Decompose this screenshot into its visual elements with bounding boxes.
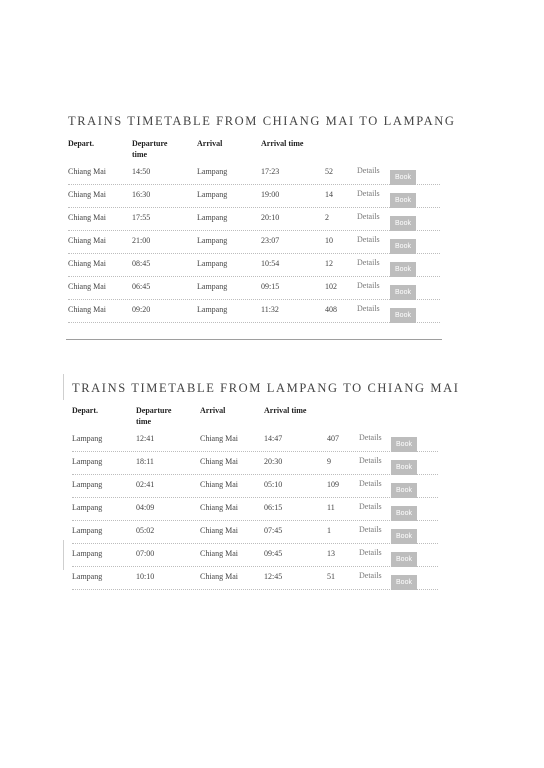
departure-station: Lampang xyxy=(72,572,103,581)
table-row xyxy=(0,210,544,233)
departure-time: 08:45 xyxy=(132,259,151,268)
details-link[interactable]: Details xyxy=(359,456,382,465)
departure-station: Chiang Mai xyxy=(68,213,106,222)
departure-station: Lampang xyxy=(72,503,103,512)
book-button[interactable]: Book xyxy=(390,262,416,277)
table-row xyxy=(0,477,544,500)
section-divider xyxy=(66,339,442,340)
details-link[interactable]: Details xyxy=(357,189,380,198)
train-number: 51 xyxy=(327,572,335,581)
table-row xyxy=(0,569,544,592)
arrival-station: Chiang Mai xyxy=(200,434,238,443)
departure-time: 14:50 xyxy=(132,167,151,176)
arrival-station: Chiang Mai xyxy=(200,572,238,581)
departure-time: 21:00 xyxy=(132,236,151,245)
book-button[interactable]: Book xyxy=(391,575,417,590)
departure-station: Lampang xyxy=(72,549,103,558)
train-number: 1 xyxy=(327,526,331,535)
details-link[interactable]: Details xyxy=(359,433,382,442)
book-button[interactable]: Book xyxy=(391,437,417,452)
book-button[interactable]: Book xyxy=(390,216,416,231)
table-row xyxy=(0,546,544,569)
train-number: 14 xyxy=(325,190,333,199)
departure-time: 05:02 xyxy=(136,526,155,535)
train-number: 10 xyxy=(325,236,333,245)
train-number: 9 xyxy=(327,457,331,466)
table-row xyxy=(0,233,544,256)
departure-time: 09:20 xyxy=(132,305,151,314)
book-button[interactable]: Book xyxy=(391,506,417,521)
book-button[interactable]: Book xyxy=(390,308,416,323)
arrival-station: Lampang xyxy=(197,167,228,176)
book-button[interactable]: Book xyxy=(390,285,416,300)
train-number: 2 xyxy=(325,213,329,222)
arrival-station: Lampang xyxy=(197,259,228,268)
train-number: 52 xyxy=(325,167,333,176)
arrival-time: 23:07 xyxy=(261,236,280,245)
table-row xyxy=(0,302,544,325)
arrival-time: 20:30 xyxy=(264,457,283,466)
arrival-time: 09:45 xyxy=(264,549,283,558)
scan-mark xyxy=(63,374,64,400)
table-row xyxy=(0,256,544,279)
header-arrival: Arrival xyxy=(200,406,226,415)
departure-time: 18:11 xyxy=(136,457,154,466)
departure-time: 02:41 xyxy=(136,480,155,489)
arrival-time: 20:10 xyxy=(261,213,280,222)
details-link[interactable]: Details xyxy=(357,235,380,244)
details-link[interactable]: Details xyxy=(357,304,380,313)
departure-station: Chiang Mai xyxy=(68,236,106,245)
departure-time: 12:41 xyxy=(136,434,155,443)
book-button[interactable]: Book xyxy=(390,239,416,254)
arrival-time: 14:47 xyxy=(264,434,283,443)
header-depart: Depart. xyxy=(68,139,94,148)
train-number: 408 xyxy=(325,305,337,314)
departure-station: Chiang Mai xyxy=(68,167,106,176)
table-row xyxy=(0,164,544,187)
arrival-station: Chiang Mai xyxy=(200,503,238,512)
train-number: 12 xyxy=(325,259,333,268)
train-number: 102 xyxy=(325,282,337,291)
departure-time: 16:30 xyxy=(132,190,151,199)
timetable-rows xyxy=(0,164,544,325)
timetable-title: TRAINS TIMETABLE FROM CHIANG MAI TO LAMPANG xyxy=(68,114,456,128)
timetable-rows xyxy=(0,431,544,592)
train-number: 109 xyxy=(327,480,339,489)
departure-station: Lampang xyxy=(72,480,103,489)
header-departure-time: Departure time xyxy=(136,406,172,426)
details-link[interactable]: Details xyxy=(357,212,380,221)
details-link[interactable]: Details xyxy=(357,281,380,290)
table-row xyxy=(0,431,544,454)
details-link[interactable]: Details xyxy=(359,525,382,534)
book-button[interactable]: Book xyxy=(390,193,416,208)
arrival-station: Lampang xyxy=(197,282,228,291)
departure-station: Chiang Mai xyxy=(68,259,106,268)
details-link[interactable]: Details xyxy=(359,548,382,557)
table-row xyxy=(0,523,544,546)
departure-time: 07:00 xyxy=(136,549,155,558)
details-link[interactable]: Details xyxy=(359,571,382,580)
arrival-station: Chiang Mai xyxy=(200,549,238,558)
arrival-time: 11:32 xyxy=(261,305,279,314)
arrival-time: 12:45 xyxy=(264,572,283,581)
arrival-time: 19:00 xyxy=(261,190,280,199)
details-link[interactable]: Details xyxy=(357,258,380,267)
departure-station: Chiang Mai xyxy=(68,305,106,314)
departure-station: Lampang xyxy=(72,434,103,443)
arrival-time: 07:45 xyxy=(264,526,283,535)
arrival-station: Lampang xyxy=(197,190,228,199)
train-number: 13 xyxy=(327,549,335,558)
arrival-station: Lampang xyxy=(197,213,228,222)
arrival-time: 17:23 xyxy=(261,167,280,176)
header-arrival-time: Arrival time xyxy=(264,406,307,415)
book-button[interactable]: Book xyxy=(391,529,417,544)
header-depart: Depart. xyxy=(72,406,98,415)
arrival-time: 10:54 xyxy=(261,259,280,268)
header-departure-time: Departure time xyxy=(132,139,168,159)
arrival-station: Lampang xyxy=(197,305,228,314)
arrival-station: Lampang xyxy=(197,236,228,245)
arrival-time: 09:15 xyxy=(261,282,280,291)
train-number: 11 xyxy=(327,503,335,512)
header-arrival-time: Arrival time xyxy=(261,139,304,148)
arrival-station: Chiang Mai xyxy=(200,526,238,535)
train-number: 407 xyxy=(327,434,339,443)
departure-station: Lampang xyxy=(72,457,103,466)
arrival-time: 06:15 xyxy=(264,503,283,512)
departure-station: Chiang Mai xyxy=(68,282,106,291)
table-row xyxy=(0,454,544,477)
departure-time: 17:55 xyxy=(132,213,151,222)
departure-station: Lampang xyxy=(72,526,103,535)
book-button[interactable]: Book xyxy=(391,552,417,567)
details-link[interactable]: Details xyxy=(359,479,382,488)
header-arrival: Arrival xyxy=(197,139,223,148)
arrival-time: 05:10 xyxy=(264,480,283,489)
departure-time: 06:45 xyxy=(132,282,151,291)
book-button[interactable]: Book xyxy=(391,483,417,498)
timetable-title: TRAINS TIMETABLE FROM LAMPANG TO CHIANG MAI xyxy=(72,381,460,395)
table-row xyxy=(0,279,544,302)
book-button[interactable]: Book xyxy=(390,170,416,185)
departure-time: 10:10 xyxy=(136,572,155,581)
details-link[interactable]: Details xyxy=(357,166,380,175)
book-button[interactable]: Book xyxy=(391,460,417,475)
details-link[interactable]: Details xyxy=(359,502,382,511)
arrival-station: Chiang Mai xyxy=(200,457,238,466)
arrival-station: Chiang Mai xyxy=(200,480,238,489)
table-row xyxy=(0,187,544,210)
table-row xyxy=(0,500,544,523)
departure-time: 04:09 xyxy=(136,503,155,512)
departure-station: Chiang Mai xyxy=(68,190,106,199)
